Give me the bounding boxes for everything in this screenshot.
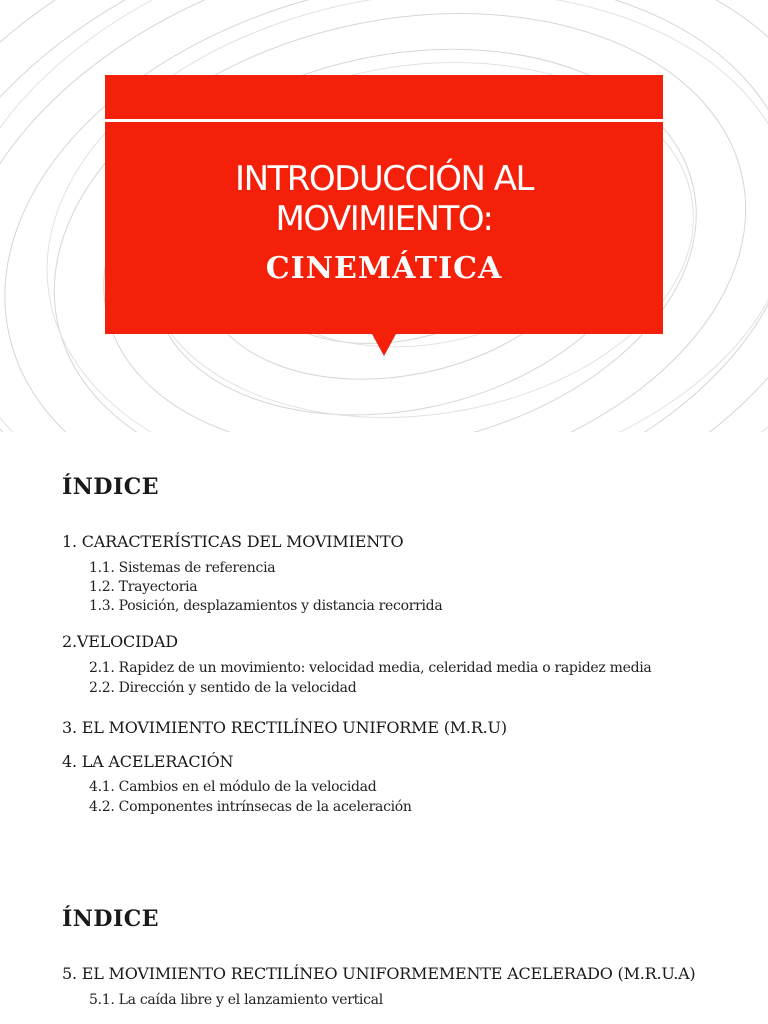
section-item: 1.1. Sistemas de referencia: [89, 560, 276, 576]
title-box: [105, 75, 663, 334]
section-title: 4. LA ACELERACIÓN: [62, 752, 234, 771]
title-subtitle: CINEMÁTICA: [265, 251, 503, 286]
section-title: 5. EL MOVIMIENTO RECTILÍNEO UNIFORMEMENTE ACELERADO (M.R.U.A): [62, 964, 696, 983]
section-title: 2.VELOCIDAD: [62, 632, 178, 651]
title-slide: [0, 0, 768, 432]
title-line-2: MOVIMIENTO:: [275, 199, 493, 239]
section-item: 1.2. Trayectoria: [89, 579, 198, 595]
section-item: 5.1. La caída libre y el lanzamiento vertical: [89, 992, 383, 1008]
title-line-1: INTRODUCCIÓN AL: [235, 159, 533, 199]
index-heading: ÍNDICE: [62, 906, 160, 932]
index-heading: ÍNDICE: [62, 474, 160, 500]
section-title: 3. EL MOVIMIENTO RECTILÍNEO UNIFORME (M.R.U): [62, 718, 507, 737]
title-box-pointer: [372, 334, 396, 356]
section-item: 4.1. Cambios en el módulo de la velocidad: [89, 779, 377, 795]
section-item: 2.1. Rapidez de un movimiento: velocidad media, celeridad media o rapidez media: [89, 660, 652, 676]
index-slide-2: [0, 864, 768, 1024]
section-item: 1.3. Posición, desplazamientos y distancia recorrida: [89, 598, 443, 614]
index-slide-1: [0, 432, 768, 864]
section-title: 1. CARACTERÍSTICAS DEL MOVIMIENTO: [62, 532, 404, 551]
section-item: 2.2. Dirección y sentido de la velocidad: [89, 680, 357, 696]
section-item: 4.2. Componentes intrínsecas de la aceleración: [89, 799, 412, 815]
title-box-top-strip: [105, 75, 663, 122]
